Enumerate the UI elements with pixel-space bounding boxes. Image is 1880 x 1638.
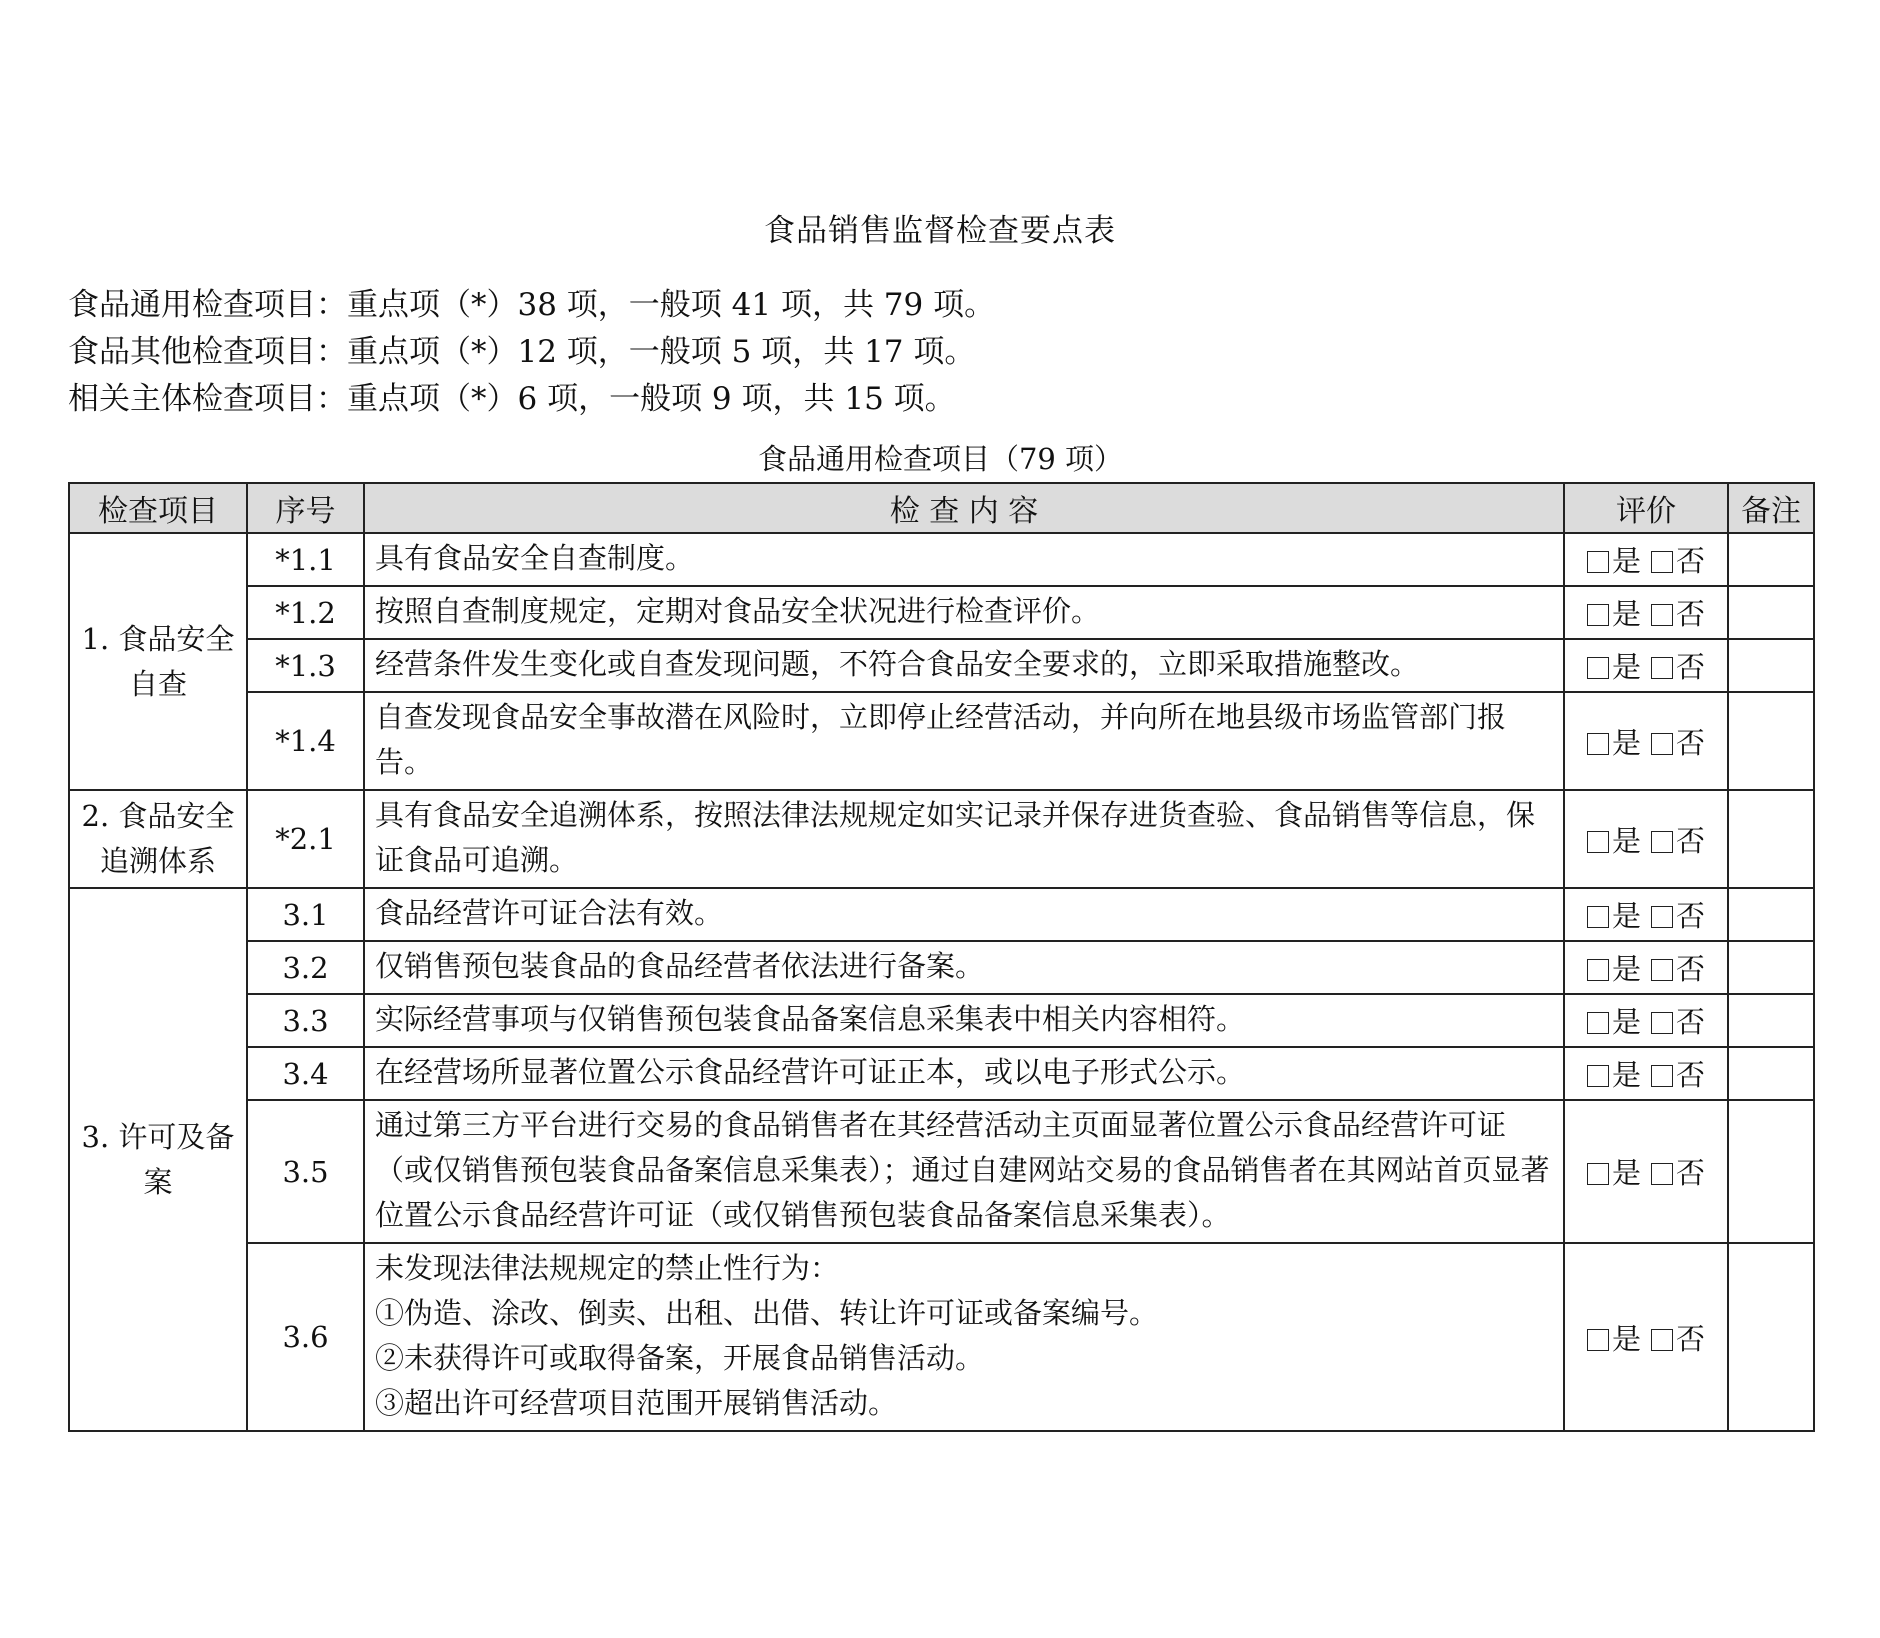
content-line: ①伪造、涂改、倒卖、出租、出借、转让许可证或备案编号。 bbox=[375, 1296, 1159, 1330]
yes-label: 是 bbox=[1611, 544, 1641, 578]
summary-line-other: 食品其他检查项目：重点项（*）12 项，一般项 5 项，共 17 项。 bbox=[68, 334, 976, 370]
evaluation-cell bbox=[1564, 639, 1728, 692]
table-caption: 食品通用检查项目（79 项） bbox=[757, 442, 1124, 476]
header-remark: 备注 bbox=[1728, 483, 1814, 533]
remark-cell[interactable] bbox=[1728, 1047, 1814, 1100]
item-number: *1.3 bbox=[247, 639, 364, 692]
header-content: 检 查 内 容 bbox=[364, 483, 1564, 533]
no-checkbox[interactable] bbox=[1651, 894, 1705, 935]
yes-label: 是 bbox=[1611, 725, 1641, 760]
no-checkbox[interactable] bbox=[1651, 721, 1705, 762]
table-row bbox=[69, 692, 1814, 790]
yes-checkbox[interactable] bbox=[1587, 539, 1641, 580]
no-label: 否 bbox=[1676, 544, 1706, 578]
yes-label: 是 bbox=[1611, 1321, 1641, 1356]
no-label: 否 bbox=[1676, 899, 1706, 933]
yes-label: 是 bbox=[1611, 952, 1641, 986]
no-label: 否 bbox=[1676, 1156, 1706, 1190]
yes-label: 是 bbox=[1611, 1005, 1641, 1039]
evaluation-cell bbox=[1564, 994, 1728, 1047]
item-number: *2.1 bbox=[247, 790, 364, 888]
table-row bbox=[69, 790, 1814, 888]
yes-label: 是 bbox=[1611, 1156, 1641, 1190]
checkbox-icon bbox=[1651, 831, 1673, 853]
checkbox-icon bbox=[1651, 959, 1673, 981]
item-number: 3.4 bbox=[247, 1047, 364, 1100]
no-checkbox[interactable] bbox=[1651, 1000, 1705, 1041]
summary-block bbox=[68, 282, 995, 423]
item-content: 通过第三方平台进行交易的食品销售者在其经营活动主页面显著位置公示食品经营许可证（或仅销售预包装食品备案信息采集表）；通过自建网站交易的食品销售者在其网站首页显著位置公示食品经营许可证（或仅销售预包装食品备案信息采集表）。 bbox=[364, 1100, 1564, 1243]
checkbox-icon bbox=[1587, 1163, 1609, 1185]
checkbox-icon bbox=[1587, 959, 1609, 981]
item-number: 3.6 bbox=[247, 1243, 364, 1431]
item-number: 3.2 bbox=[247, 941, 364, 994]
remark-cell[interactable] bbox=[1728, 586, 1814, 639]
checkbox-icon bbox=[1587, 604, 1609, 626]
item-number: *1.2 bbox=[247, 586, 364, 639]
content-line: 未发现法律法规规定的禁止性行为： bbox=[375, 1251, 840, 1285]
item-content: 仅销售预包装食品的食品经营者依法进行备案。 bbox=[364, 941, 1564, 994]
yes-checkbox[interactable] bbox=[1587, 1000, 1641, 1041]
no-label: 否 bbox=[1676, 823, 1706, 858]
item-content: 具有食品安全自查制度。 bbox=[364, 533, 1564, 586]
table-header-row bbox=[69, 483, 1814, 533]
table-row bbox=[69, 639, 1814, 692]
yes-checkbox[interactable] bbox=[1587, 894, 1641, 935]
category-cell: 1. 食品安全自查 bbox=[69, 533, 247, 790]
checkbox-icon bbox=[1587, 551, 1609, 573]
checkbox-icon bbox=[1651, 657, 1673, 679]
checkbox-icon bbox=[1651, 1012, 1673, 1034]
remark-cell[interactable] bbox=[1728, 533, 1814, 586]
item-number: 3.5 bbox=[247, 1100, 364, 1243]
item-content: 在经营场所显著位置公示食品经营许可证正本，或以电子形式公示。 bbox=[364, 1047, 1564, 1100]
no-label: 否 bbox=[1676, 650, 1706, 684]
checkbox-icon bbox=[1651, 551, 1673, 573]
header-item: 检查项目 bbox=[69, 483, 247, 533]
item-number: 3.3 bbox=[247, 994, 364, 1047]
yes-checkbox[interactable] bbox=[1587, 947, 1641, 988]
evaluation-cell bbox=[1564, 888, 1728, 941]
no-label: 否 bbox=[1676, 1058, 1706, 1092]
yes-checkbox[interactable] bbox=[1587, 592, 1641, 633]
yes-checkbox[interactable] bbox=[1587, 721, 1641, 762]
table-row bbox=[69, 1243, 1814, 1431]
header-no: 序号 bbox=[247, 483, 364, 533]
item-content: 自查发现食品安全事故潜在风险时，立即停止经营活动，并向所在地县级市场监管部门报告。 bbox=[364, 692, 1564, 790]
checkbox-icon bbox=[1651, 733, 1673, 755]
table-row bbox=[69, 888, 1814, 941]
document-title: 食品销售监督检查要点表 bbox=[764, 213, 1116, 249]
table-row bbox=[69, 994, 1814, 1047]
summary-line-general: 食品通用检查项目：重点项（*）38 项，一般项 41 项，共 79 项。 bbox=[68, 287, 996, 323]
yes-label: 是 bbox=[1611, 597, 1641, 631]
content-line: ③超出许可经营项目范围开展销售活动。 bbox=[375, 1386, 898, 1420]
inspection-table bbox=[68, 482, 1815, 1432]
yes-label: 是 bbox=[1611, 1058, 1641, 1092]
table-row bbox=[69, 1047, 1814, 1100]
no-checkbox[interactable] bbox=[1651, 645, 1705, 686]
yes-checkbox[interactable] bbox=[1587, 819, 1641, 860]
no-checkbox[interactable] bbox=[1651, 1053, 1705, 1094]
table-row bbox=[69, 941, 1814, 994]
evaluation-cell bbox=[1564, 533, 1728, 586]
remark-cell[interactable] bbox=[1728, 941, 1814, 994]
checkbox-icon bbox=[1651, 906, 1673, 928]
checkbox-icon bbox=[1587, 906, 1609, 928]
no-checkbox[interactable] bbox=[1651, 539, 1705, 580]
no-checkbox[interactable] bbox=[1651, 1151, 1705, 1192]
yes-label: 是 bbox=[1611, 650, 1641, 684]
item-content: 经营条件发生变化或自查发现问题，不符合食品安全要求的，立即采取措施整改。 bbox=[364, 639, 1564, 692]
no-label: 否 bbox=[1676, 1321, 1706, 1356]
checkbox-icon bbox=[1587, 1329, 1609, 1351]
checkbox-icon bbox=[1587, 831, 1609, 853]
no-label: 否 bbox=[1676, 597, 1706, 631]
checkbox-icon bbox=[1587, 657, 1609, 679]
no-checkbox[interactable] bbox=[1651, 1317, 1705, 1358]
checkbox-icon bbox=[1651, 1163, 1673, 1185]
no-label: 否 bbox=[1676, 952, 1706, 986]
category-cell: 3. 许可及备案 bbox=[69, 888, 247, 1431]
item-content: 实际经营事项与仅销售预包装食品备案信息采集表中相关内容相符。 bbox=[364, 994, 1564, 1047]
evaluation-cell bbox=[1564, 790, 1728, 888]
evaluation-cell bbox=[1564, 692, 1728, 790]
table-row bbox=[69, 586, 1814, 639]
checkbox-icon bbox=[1587, 1012, 1609, 1034]
remark-cell[interactable] bbox=[1728, 994, 1814, 1047]
category-cell: 2. 食品安全追溯体系 bbox=[69, 790, 247, 888]
header-eval: 评价 bbox=[1564, 483, 1728, 533]
table-row bbox=[69, 1100, 1814, 1243]
remark-cell[interactable] bbox=[1728, 790, 1814, 888]
evaluation-cell bbox=[1564, 1047, 1728, 1100]
yes-checkbox[interactable] bbox=[1587, 645, 1641, 686]
table-row bbox=[69, 533, 1814, 586]
remark-cell[interactable] bbox=[1728, 888, 1814, 941]
content-line: ②未获得许可或取得备案，开展食品销售活动。 bbox=[375, 1341, 985, 1375]
yes-label: 是 bbox=[1611, 823, 1641, 858]
yes-checkbox[interactable] bbox=[1587, 1151, 1641, 1192]
item-number: *1.1 bbox=[247, 533, 364, 586]
item-content bbox=[364, 1243, 1564, 1431]
item-number: *1.4 bbox=[247, 692, 364, 790]
no-checkbox[interactable] bbox=[1651, 819, 1705, 860]
remark-cell[interactable] bbox=[1728, 639, 1814, 692]
no-label: 否 bbox=[1676, 725, 1706, 760]
checkbox-icon bbox=[1651, 604, 1673, 626]
item-content: 按照自查制度规定，定期对食品安全状况进行检查评价。 bbox=[364, 586, 1564, 639]
no-checkbox[interactable] bbox=[1651, 947, 1705, 988]
yes-checkbox[interactable] bbox=[1587, 1317, 1641, 1358]
remark-cell[interactable] bbox=[1728, 1100, 1814, 1243]
remark-cell[interactable] bbox=[1728, 692, 1814, 790]
evaluation-cell bbox=[1564, 941, 1728, 994]
remark-cell[interactable] bbox=[1728, 1243, 1814, 1431]
summary-line-related: 相关主体检查项目：重点项（*）6 项，一般项 9 项，共 15 项。 bbox=[68, 381, 956, 417]
no-label: 否 bbox=[1676, 1005, 1706, 1039]
checkbox-icon bbox=[1587, 733, 1609, 755]
yes-checkbox[interactable] bbox=[1587, 1053, 1641, 1094]
evaluation-cell bbox=[1564, 1100, 1728, 1243]
no-checkbox[interactable] bbox=[1651, 592, 1705, 633]
item-content: 具有食品安全追溯体系，按照法律法规规定如实记录并保存进货查验、食品销售等信息，保证食品可追溯。 bbox=[364, 790, 1564, 888]
evaluation-cell bbox=[1564, 1243, 1728, 1431]
evaluation-cell bbox=[1564, 586, 1728, 639]
yes-label: 是 bbox=[1611, 899, 1641, 933]
checkbox-icon bbox=[1651, 1065, 1673, 1087]
item-number: 3.1 bbox=[247, 888, 364, 941]
checkbox-icon bbox=[1651, 1329, 1673, 1351]
item-content: 食品经营许可证合法有效。 bbox=[364, 888, 1564, 941]
checkbox-icon bbox=[1587, 1065, 1609, 1087]
